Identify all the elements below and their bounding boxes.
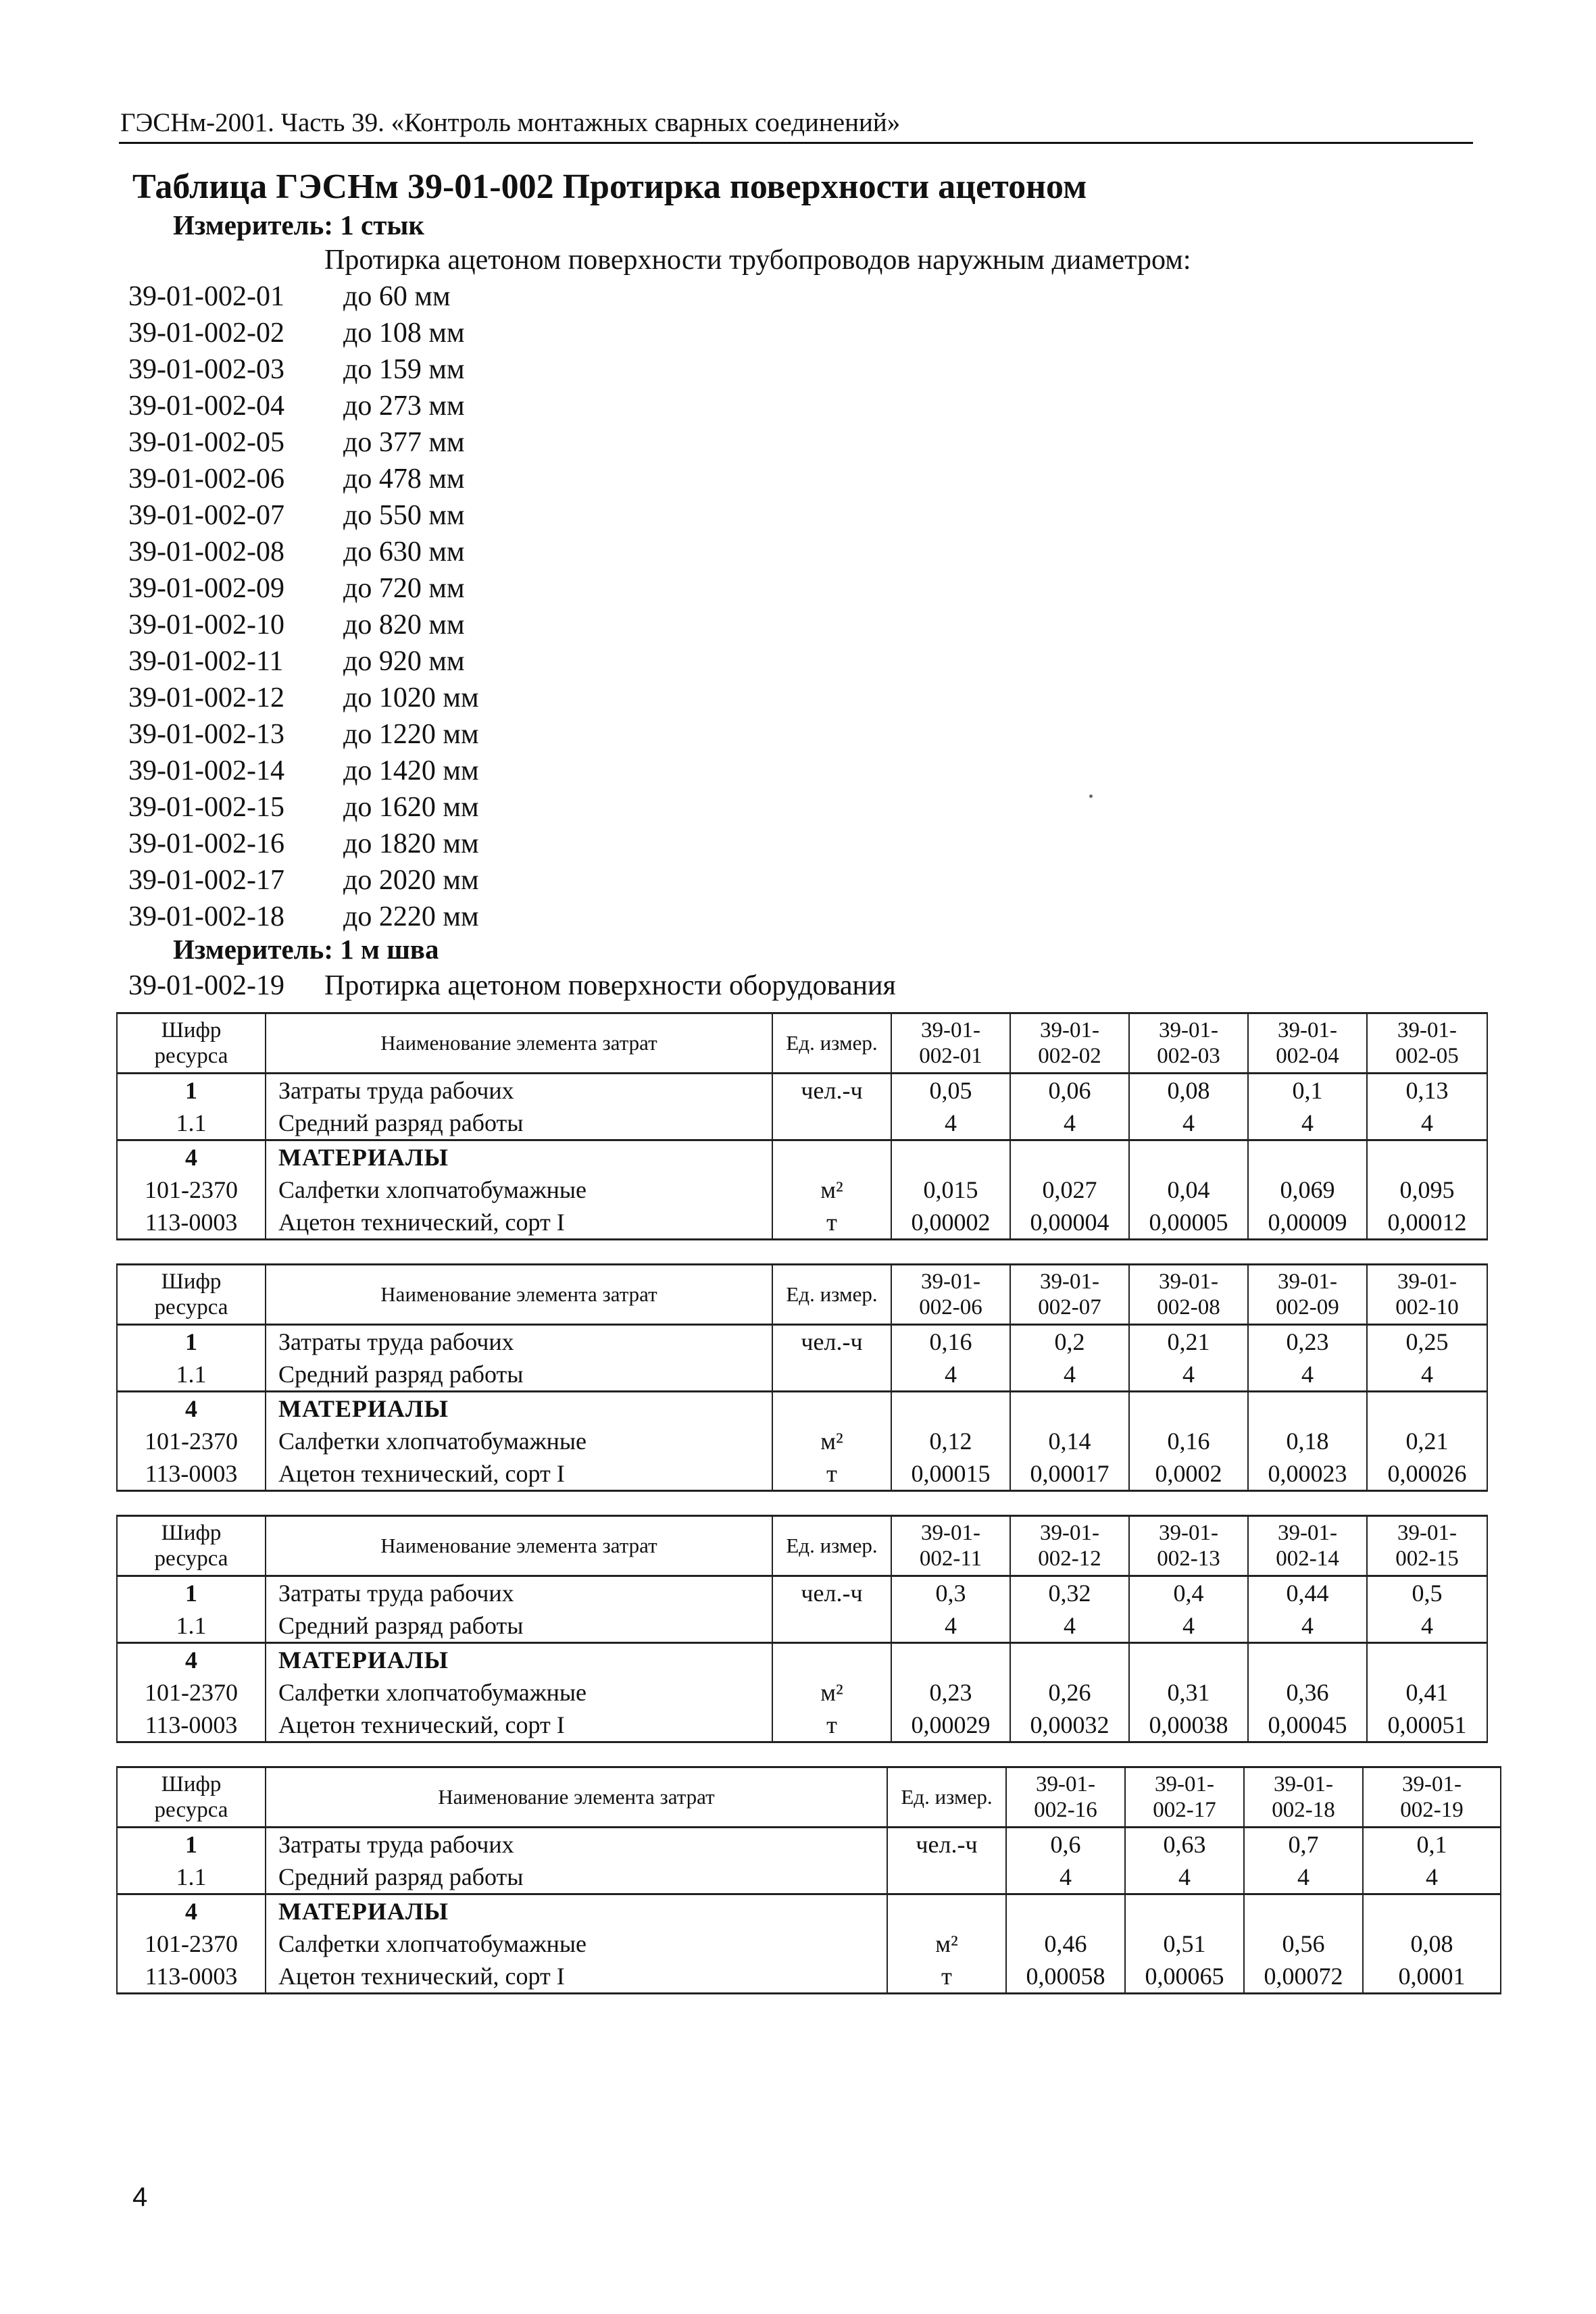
cell-name: Ацетон технический, сорт I bbox=[266, 1457, 772, 1491]
cell-value: 0,14 bbox=[1010, 1425, 1129, 1457]
cell-value bbox=[1010, 1643, 1129, 1677]
item-code: 39-01-002-08 bbox=[128, 536, 284, 568]
header-column: 39-01- 002-09 bbox=[1248, 1265, 1367, 1325]
cell-value: 4 bbox=[1367, 1107, 1487, 1140]
cell-value bbox=[1367, 1392, 1487, 1426]
cell-value: 0,25 bbox=[1367, 1325, 1487, 1359]
header-name: Наименование элемента затрат bbox=[266, 1767, 887, 1828]
cell-value: 0,00038 bbox=[1129, 1709, 1248, 1742]
table-row bbox=[117, 1894, 1501, 1928]
cell-value: 0,51 bbox=[1125, 1928, 1244, 1960]
header-unit: Ед. измер. bbox=[772, 1516, 891, 1576]
cell-value: 0,00017 bbox=[1010, 1457, 1129, 1491]
item-code: 39-01-002-09 bbox=[128, 573, 284, 604]
header-column: 39-01- 002-11 bbox=[891, 1516, 1010, 1576]
header-column: 39-01- 002-14 bbox=[1248, 1516, 1367, 1576]
cell-code: 101-2370 bbox=[117, 1174, 266, 1206]
cell-value: 0,16 bbox=[1129, 1425, 1248, 1457]
header-column: 39-01- 002-08 bbox=[1129, 1265, 1248, 1325]
cell-name: Салфетки хлопчатобумажные bbox=[266, 1676, 772, 1709]
cell-name: Ацетон технический, сорт I bbox=[266, 1960, 887, 1994]
cell-name: Затраты труда рабочих bbox=[266, 1828, 887, 1861]
item-code: 39-01-002-03 bbox=[128, 354, 284, 385]
item-desc: до 720 мм bbox=[343, 573, 465, 604]
header-code: Шифр ресурса bbox=[117, 1516, 266, 1576]
cell-value bbox=[891, 1140, 1010, 1174]
resource-table-3 bbox=[116, 1515, 1488, 1743]
cell-value: 4 bbox=[1129, 1107, 1248, 1140]
table-row bbox=[117, 1676, 1487, 1709]
item-desc: до 1620 мм bbox=[343, 792, 479, 823]
table-row bbox=[117, 1828, 1501, 1861]
cell-value: 0,00009 bbox=[1248, 1206, 1367, 1240]
cell-name: Салфетки хлопчатобумажные bbox=[266, 1425, 772, 1457]
cell-value: 0,00058 bbox=[1006, 1960, 1125, 1994]
cell-value: 4 bbox=[1248, 1107, 1367, 1140]
cell-value: 0,21 bbox=[1367, 1425, 1487, 1457]
table-row bbox=[117, 1325, 1487, 1359]
table-row bbox=[117, 1960, 1501, 1994]
item-desc: до 920 мм bbox=[343, 646, 465, 677]
cell-value: 0,26 bbox=[1010, 1676, 1129, 1709]
cell-code: 1 bbox=[117, 1576, 266, 1610]
cell-name: Салфетки хлопчатобумажные bbox=[266, 1174, 772, 1206]
item-desc: до 108 мм bbox=[343, 318, 465, 349]
cell-value bbox=[1248, 1643, 1367, 1677]
cell-code: 101-2370 bbox=[117, 1676, 266, 1709]
header-column: 39-01- 002-17 bbox=[1125, 1767, 1244, 1828]
cell-unit bbox=[772, 1392, 891, 1426]
cell-value: 0,027 bbox=[1010, 1174, 1129, 1206]
cell-value: 4 bbox=[891, 1609, 1010, 1643]
header-code: Шифр ресурса bbox=[117, 1013, 266, 1074]
cell-value bbox=[1010, 1140, 1129, 1174]
cell-value bbox=[1125, 1894, 1244, 1928]
cell-value: 0,36 bbox=[1248, 1676, 1367, 1709]
cell-code: 1 bbox=[117, 1828, 266, 1861]
cell-value bbox=[1363, 1894, 1501, 1928]
cell-value: 4 bbox=[1244, 1861, 1363, 1894]
item-code: 39-01-002-15 bbox=[128, 792, 284, 823]
header-name: Наименование элемента затрат bbox=[266, 1265, 772, 1325]
cell-value: 0,32 bbox=[1010, 1576, 1129, 1610]
cell-value: 0,23 bbox=[1248, 1325, 1367, 1359]
cell-unit: чел.-ч bbox=[772, 1576, 891, 1610]
table-row bbox=[117, 1174, 1487, 1206]
cell-value: 0,23 bbox=[891, 1676, 1010, 1709]
header-name: Наименование элемента затрат bbox=[266, 1013, 772, 1074]
cell-code: 1.1 bbox=[117, 1358, 266, 1392]
cell-unit bbox=[887, 1861, 1006, 1894]
header-column: 39-01- 002-18 bbox=[1244, 1767, 1363, 1828]
cell-value: 0,00032 bbox=[1010, 1709, 1129, 1742]
cell-value: 0,1 bbox=[1363, 1828, 1501, 1861]
cell-value: 4 bbox=[1006, 1861, 1125, 1894]
item-code: 39-01-002-04 bbox=[128, 391, 284, 422]
cell-name: Затраты труда рабочих bbox=[266, 1576, 772, 1610]
cell-unit: чел.-ч bbox=[887, 1828, 1006, 1861]
cell-name: Средний разряд работы bbox=[266, 1358, 772, 1392]
cell-code: 113-0003 bbox=[117, 1457, 266, 1491]
table-row bbox=[117, 1928, 1501, 1960]
cell-code: 101-2370 bbox=[117, 1425, 266, 1457]
cell-value: 0,00029 bbox=[891, 1709, 1010, 1742]
item-code: 39-01-002-14 bbox=[128, 755, 284, 786]
cell-code: 1.1 bbox=[117, 1107, 266, 1140]
cell-code: 113-0003 bbox=[117, 1709, 266, 1742]
header-column: 39-01- 002-02 bbox=[1010, 1013, 1129, 1074]
item-desc: Протирка ацетоном поверхности оборудования bbox=[324, 970, 896, 1001]
cell-value bbox=[1367, 1643, 1487, 1677]
cell-value: 0,00065 bbox=[1125, 1960, 1244, 1994]
cell-value: 0,00051 bbox=[1367, 1709, 1487, 1742]
item-code: 39-01-002-12 bbox=[128, 682, 284, 713]
item-desc: до 2020 мм bbox=[343, 865, 479, 896]
table-row bbox=[117, 1392, 1487, 1426]
cell-value: 4 bbox=[1010, 1609, 1129, 1643]
item-code: 39-01-002-01 bbox=[128, 281, 284, 312]
cell-value: 0,00045 bbox=[1248, 1709, 1367, 1742]
cell-unit: т bbox=[772, 1709, 891, 1742]
section-title: МАТЕРИАЛЫ bbox=[266, 1643, 772, 1677]
cell-unit bbox=[772, 1609, 891, 1643]
cell-code: 4 bbox=[117, 1643, 266, 1677]
cell-unit: м² bbox=[772, 1425, 891, 1457]
cell-name: Салфетки хлопчатобумажные bbox=[266, 1928, 887, 1960]
cell-value bbox=[1129, 1392, 1248, 1426]
cell-value: 0,4 bbox=[1129, 1576, 1248, 1610]
list-item bbox=[128, 967, 1345, 1004]
item-code: 39-01-002-11 bbox=[128, 646, 284, 677]
cell-value: 4 bbox=[1129, 1609, 1248, 1643]
cell-value: 0,1 bbox=[1248, 1074, 1367, 1107]
cell-value: 0,00023 bbox=[1248, 1457, 1367, 1491]
item-code: 39-01-002-07 bbox=[128, 500, 284, 531]
item-code: 39-01-002-18 bbox=[128, 901, 284, 932]
cell-name: Затраты труда рабочих bbox=[266, 1074, 772, 1107]
cell-value bbox=[1248, 1140, 1367, 1174]
header-code: Шифр ресурса bbox=[117, 1265, 266, 1325]
page-number: 4 bbox=[132, 2182, 148, 2212]
header-unit: Ед. измер. bbox=[772, 1265, 891, 1325]
header-column: 39-01- 002-06 bbox=[891, 1265, 1010, 1325]
cell-value: 0,08 bbox=[1129, 1074, 1248, 1107]
cell-unit: т bbox=[772, 1206, 891, 1240]
cell-value: 0,00005 bbox=[1129, 1206, 1248, 1240]
cell-value: 0,46 bbox=[1006, 1928, 1125, 1960]
cell-code: 101-2370 bbox=[117, 1928, 266, 1960]
header-column: 39-01- 002-01 bbox=[891, 1013, 1010, 1074]
header-column: 39-01- 002-03 bbox=[1129, 1013, 1248, 1074]
cell-value: 0,7 bbox=[1244, 1828, 1363, 1861]
cell-name: Средний разряд работы bbox=[266, 1609, 772, 1643]
cell-value: 0,06 bbox=[1010, 1074, 1129, 1107]
header-unit: Ед. измер. bbox=[887, 1767, 1006, 1828]
item-code: 39-01-002-17 bbox=[128, 865, 284, 896]
cell-value: 4 bbox=[1010, 1358, 1129, 1392]
cell-value: 0,00015 bbox=[891, 1457, 1010, 1491]
item-desc: до 2220 мм bbox=[343, 901, 479, 932]
cell-value: 0,069 bbox=[1248, 1174, 1367, 1206]
cell-value: 0,21 bbox=[1129, 1325, 1248, 1359]
header-column: 39-01- 002-04 bbox=[1248, 1013, 1367, 1074]
header-column: 39-01- 002-13 bbox=[1129, 1516, 1248, 1576]
cell-value bbox=[891, 1392, 1010, 1426]
cell-code: 113-0003 bbox=[117, 1206, 266, 1240]
intro-text: Протирка ацетоном поверхности трубопроводов наружным диаметром: bbox=[324, 245, 1191, 276]
item-desc: до 159 мм bbox=[343, 354, 465, 385]
header-column: 39-01- 002-19 bbox=[1363, 1767, 1501, 1828]
cell-unit: т bbox=[887, 1960, 1006, 1994]
item-desc: до 1220 мм bbox=[343, 719, 479, 750]
resource-table-2 bbox=[116, 1263, 1488, 1492]
cell-value: 0,3 bbox=[891, 1576, 1010, 1610]
cell-value: 4 bbox=[1248, 1358, 1367, 1392]
header-name: Наименование элемента затрат bbox=[266, 1516, 772, 1576]
cell-code: 113-0003 bbox=[117, 1960, 266, 1994]
cell-code: 4 bbox=[117, 1392, 266, 1426]
header-column: 39-01- 002-15 bbox=[1367, 1516, 1487, 1576]
cell-code: 1 bbox=[117, 1325, 266, 1359]
cell-unit bbox=[887, 1894, 1006, 1928]
cell-value: 4 bbox=[1129, 1358, 1248, 1392]
cell-unit bbox=[772, 1358, 891, 1392]
cell-value: 4 bbox=[1367, 1609, 1487, 1643]
cell-value bbox=[1367, 1140, 1487, 1174]
cell-value: 0,0002 bbox=[1129, 1457, 1248, 1491]
cell-code: 4 bbox=[117, 1140, 266, 1174]
item-code: 39-01-002-05 bbox=[128, 427, 284, 458]
cell-value bbox=[1006, 1894, 1125, 1928]
item-code: 39-01-002-19 bbox=[128, 970, 284, 1001]
cell-value: 4 bbox=[1367, 1358, 1487, 1392]
cell-value: 0,6 bbox=[1006, 1828, 1125, 1861]
item-code: 39-01-002-06 bbox=[128, 463, 284, 495]
cell-value: 0,015 bbox=[891, 1174, 1010, 1206]
cell-name: Средний разряд работы bbox=[266, 1861, 887, 1894]
header-column: 39-01- 002-16 bbox=[1006, 1767, 1125, 1828]
cell-value: 0,16 bbox=[891, 1325, 1010, 1359]
cell-code: 4 bbox=[117, 1894, 266, 1928]
table-row bbox=[117, 1861, 1501, 1894]
section-title: МАТЕРИАЛЫ bbox=[266, 1392, 772, 1426]
cell-value: 0,05 bbox=[891, 1074, 1010, 1107]
cell-value: 4 bbox=[891, 1107, 1010, 1140]
item-desc: до 1020 мм bbox=[343, 682, 479, 713]
cell-value: 0,41 bbox=[1367, 1676, 1487, 1709]
cell-value: 0,44 bbox=[1248, 1576, 1367, 1610]
table-row bbox=[117, 1206, 1487, 1240]
table-row bbox=[117, 1643, 1487, 1677]
cell-unit bbox=[772, 1107, 891, 1140]
cell-value bbox=[1129, 1140, 1248, 1174]
cell-unit: м² bbox=[772, 1174, 891, 1206]
cell-value: 0,0001 bbox=[1363, 1960, 1501, 1994]
table-row bbox=[117, 1074, 1487, 1107]
cell-unit bbox=[772, 1140, 891, 1174]
cell-unit: м² bbox=[772, 1676, 891, 1709]
table-row bbox=[117, 1457, 1487, 1491]
item-desc: до 60 мм bbox=[343, 281, 451, 312]
cell-value: 0,18 bbox=[1248, 1425, 1367, 1457]
item-desc: до 550 мм bbox=[343, 500, 465, 531]
cell-code: 1.1 bbox=[117, 1861, 266, 1894]
cell-value bbox=[891, 1643, 1010, 1677]
cell-value bbox=[1244, 1894, 1363, 1928]
table-row bbox=[117, 1576, 1487, 1610]
scan-speck bbox=[1089, 795, 1093, 798]
meter-label-joint: Измеритель: 1 стык bbox=[173, 209, 424, 241]
cell-unit: т bbox=[772, 1457, 891, 1491]
cell-value: 0,00004 bbox=[1010, 1206, 1129, 1240]
header-column: 39-01- 002-07 bbox=[1010, 1265, 1129, 1325]
resource-table-1 bbox=[116, 1012, 1488, 1240]
table-row bbox=[117, 1140, 1487, 1174]
cell-unit bbox=[772, 1643, 891, 1677]
item-code: 39-01-002-10 bbox=[128, 609, 284, 640]
item-desc: до 478 мм bbox=[343, 463, 465, 495]
cell-name: Ацетон технический, сорт I bbox=[266, 1206, 772, 1240]
item-desc: до 1420 мм bbox=[343, 755, 479, 786]
cell-code: 1 bbox=[117, 1074, 266, 1107]
cell-value: 0,00026 bbox=[1367, 1457, 1487, 1491]
table-row bbox=[117, 1609, 1487, 1643]
cell-value bbox=[1129, 1643, 1248, 1677]
table-row bbox=[117, 1709, 1487, 1742]
header-unit: Ед. измер. bbox=[772, 1013, 891, 1074]
cell-value bbox=[1010, 1392, 1129, 1426]
header-rule bbox=[119, 142, 1473, 144]
item-desc: до 820 мм bbox=[343, 609, 465, 640]
item-desc: до 273 мм bbox=[343, 391, 465, 422]
header-column: 39-01- 002-12 bbox=[1010, 1516, 1129, 1576]
cell-value: 4 bbox=[891, 1358, 1010, 1392]
section-title: МАТЕРИАЛЫ bbox=[266, 1894, 887, 1928]
cell-name: Средний разряд работы bbox=[266, 1107, 772, 1140]
cell-value: 0,00012 bbox=[1367, 1206, 1487, 1240]
section-title: МАТЕРИАЛЫ bbox=[266, 1140, 772, 1174]
cell-value: 4 bbox=[1248, 1609, 1367, 1643]
cell-code: 1.1 bbox=[117, 1609, 266, 1643]
header-column: 39-01- 002-05 bbox=[1367, 1013, 1487, 1074]
table-row bbox=[117, 1107, 1487, 1140]
item-code: 39-01-002-13 bbox=[128, 719, 284, 750]
item-code: 39-01-002-02 bbox=[128, 318, 284, 349]
cell-value: 0,31 bbox=[1129, 1676, 1248, 1709]
item-code: 39-01-002-16 bbox=[128, 828, 284, 859]
table-row bbox=[117, 1358, 1487, 1392]
running-header: ГЭСНм-2001. Часть 39. «Контроль монтажных сварных соединений» bbox=[120, 108, 901, 137]
cell-value: 4 bbox=[1010, 1107, 1129, 1140]
cell-value: 4 bbox=[1363, 1861, 1501, 1894]
cell-value: 0,12 bbox=[891, 1425, 1010, 1457]
item-desc: до 630 мм bbox=[343, 536, 465, 568]
cell-value: 4 bbox=[1125, 1861, 1244, 1894]
cell-unit: чел.-ч bbox=[772, 1325, 891, 1359]
cell-name: Затраты труда рабочих bbox=[266, 1325, 772, 1359]
table-title: Таблица ГЭСНм 39-01-002 Протирка поверхности ацетоном bbox=[132, 168, 1087, 206]
cell-name: Ацетон технический, сорт I bbox=[266, 1709, 772, 1742]
cell-value: 0,5 bbox=[1367, 1576, 1487, 1610]
cell-value: 0,2 bbox=[1010, 1325, 1129, 1359]
cell-unit: чел.-ч bbox=[772, 1074, 891, 1107]
header-code: Шифр ресурса bbox=[117, 1767, 266, 1828]
cell-unit: м² bbox=[887, 1928, 1006, 1960]
item-desc: до 377 мм bbox=[343, 427, 465, 458]
item-desc: до 1820 мм bbox=[343, 828, 479, 859]
header-column: 39-01- 002-10 bbox=[1367, 1265, 1487, 1325]
cell-value: 0,00002 bbox=[891, 1206, 1010, 1240]
cell-value: 0,56 bbox=[1244, 1928, 1363, 1960]
cell-value: 0,00072 bbox=[1244, 1960, 1363, 1994]
cell-value: 0,13 bbox=[1367, 1074, 1487, 1107]
table-row bbox=[117, 1425, 1487, 1457]
meter-label-seam: Измеритель: 1 м шва bbox=[173, 934, 439, 965]
cell-value: 0,04 bbox=[1129, 1174, 1248, 1206]
cell-value bbox=[1248, 1392, 1367, 1426]
cell-value: 0,63 bbox=[1125, 1828, 1244, 1861]
cell-value: 0,095 bbox=[1367, 1174, 1487, 1206]
resource-table-4 bbox=[116, 1766, 1501, 1994]
cell-value: 0,08 bbox=[1363, 1928, 1501, 1960]
